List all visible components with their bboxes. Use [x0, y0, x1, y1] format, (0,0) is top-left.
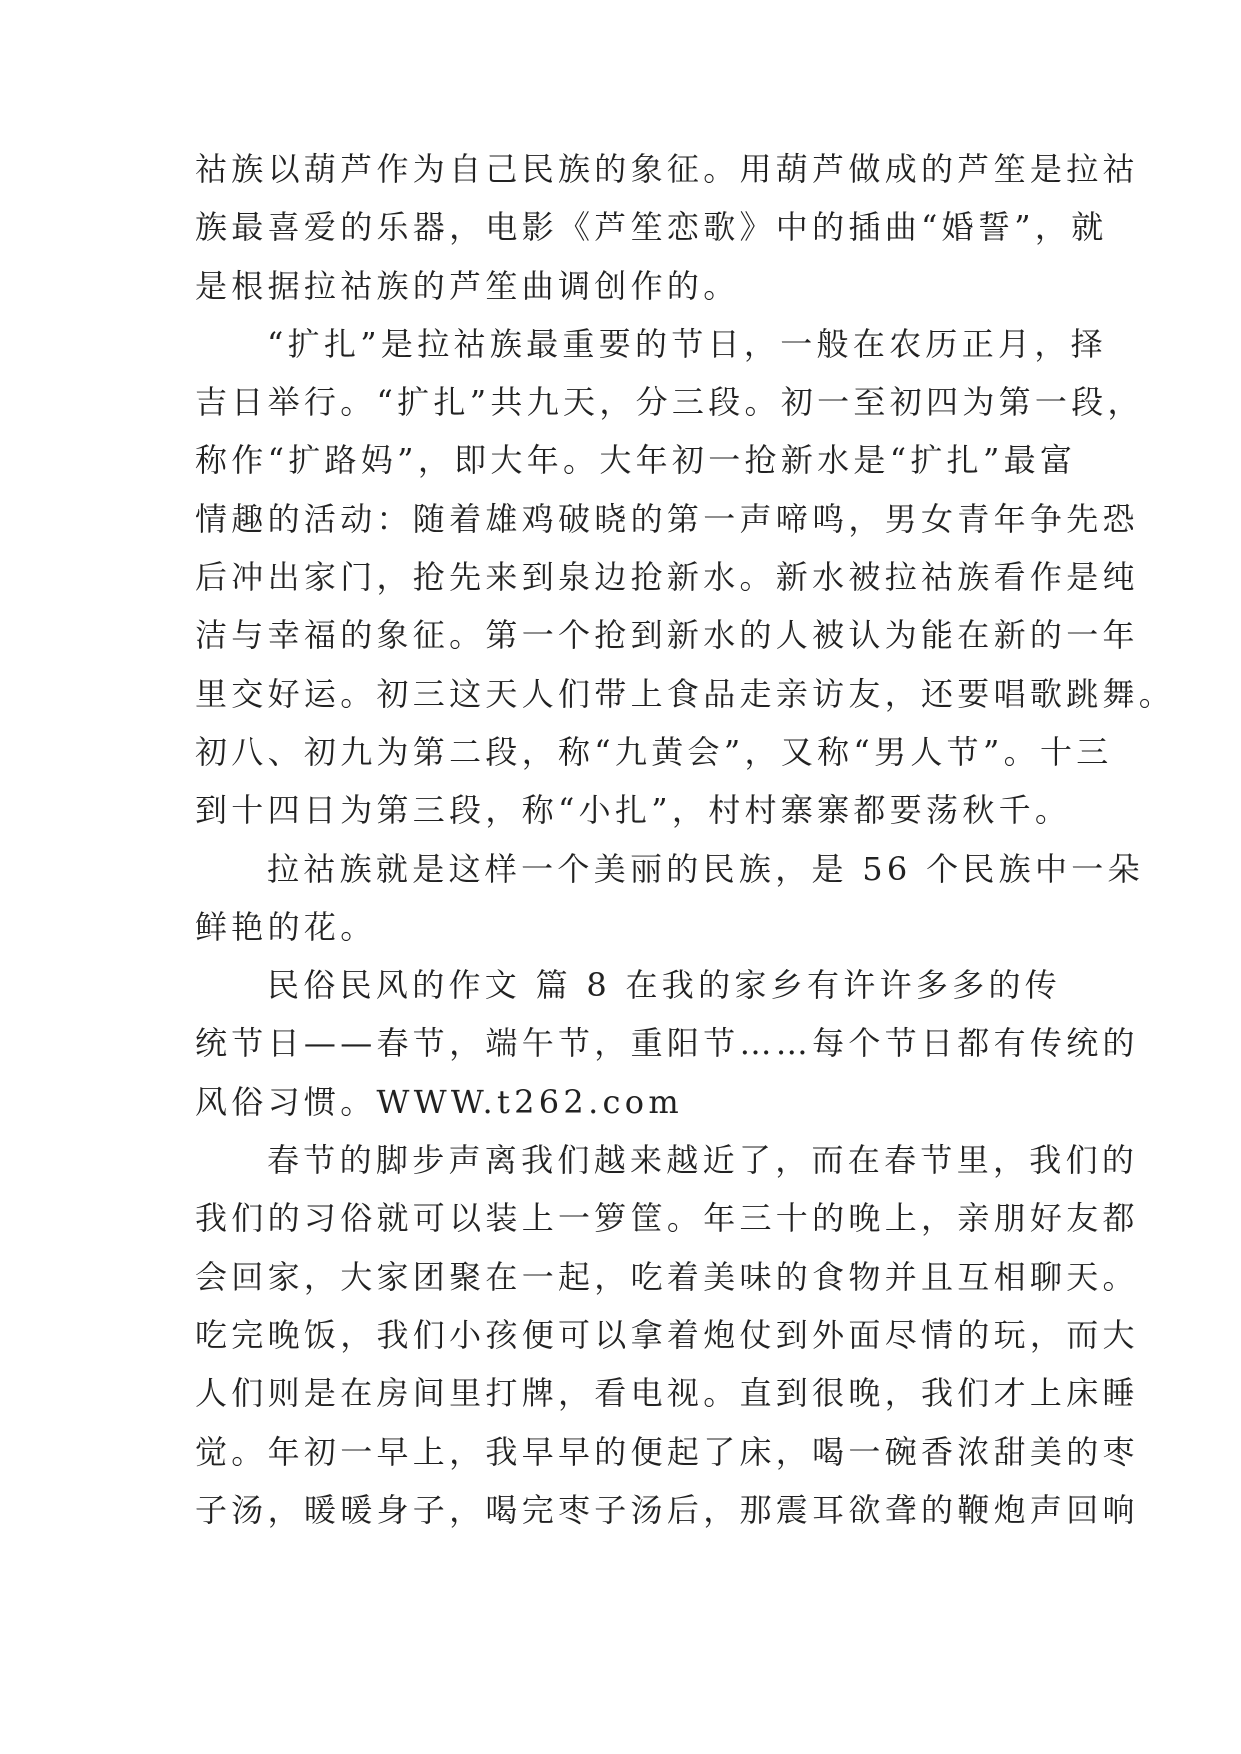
text-line: 到十四日为第三段，称“小扎”，村村寨寨都要荡秋千。 [195, 791, 1072, 830]
text-line: 洁与幸福的象征。第一个抢到新水的人被认为能在新的一年 [195, 616, 1139, 655]
text-line: 族最喜爱的乐器，电影《芦笙恋歌》中的插曲“婚誓”，就 [195, 208, 1108, 247]
text-line: 统节日——春节，端午节，重阳节……每个节日都有传统的 [195, 1024, 1139, 1063]
text-line: 称作“扩路妈”，即大年。大年初一抢新水是“扩扎”最富 [195, 441, 1077, 480]
text-line: 会回家，大家团聚在一起，吃着美味的食物并且互相聊天。 [195, 1257, 1139, 1296]
text-line: 鲜艳的花。 [195, 907, 377, 946]
text-line: 人们则是在房间里打牌，看电视。直到很晚，我们才上床睡 [195, 1374, 1139, 1413]
text-line: 觉。年初一早上，我早早的便起了床，喝一碗香浓甜美的枣 [195, 1432, 1139, 1471]
text-line: 是根据拉祜族的芦笙曲调创作的。 [195, 266, 740, 305]
text-line: 情趣的活动：随着雄鸡破晓的第一声啼鸣，男女青年争先恐 [195, 499, 1139, 538]
text-line: 祜族以葫芦作为自己民族的象征。用葫芦做成的芦笙是拉祜 [195, 150, 1139, 188]
text-line: 风俗习惯。WWW.t262.com [195, 1082, 683, 1121]
text-line: 里交好运。初三这天人们带上食品走亲访友，还要唱歌跳舞。 [195, 674, 1176, 713]
text-line: 拉祜族就是这样一个美丽的民族，是 56 个民族中一朵 [267, 849, 1144, 888]
text-line: 春节的脚步声离我们越来越近了，而在春节里，我们的 [267, 1141, 1139, 1180]
text-line: 子汤，暖暖身子，喝完枣子汤后，那震耳欲聋的鞭炮声回响 [195, 1490, 1139, 1529]
document-body [195, 140, 1176, 1539]
text-line: “扩扎”是拉祜族最重要的节日，一般在农历正月，择 [267, 324, 1107, 363]
text-line: 初八、初九为第二段，称“九黄会”，又称“男人节”。十三 [195, 732, 1113, 771]
section-heading-line: 民俗民风的作文 篇 8 在我的家乡有许许多多的传 [267, 966, 1062, 1005]
text-line: 吃完晚饭，我们小孩便可以拿着炮仗到外面尽情的玩，而大 [195, 1315, 1139, 1354]
text-line: 后冲出家门，抢先来到泉边抢新水。新水被拉祜族看作是纯 [195, 558, 1139, 597]
text-line: 我们的习俗就可以装上一箩筐。年三十的晚上，亲朋好友都 [195, 1199, 1139, 1238]
text-line: 吉日举行。“扩扎”共九天，分三段。初一至初四为第一段， [195, 383, 1144, 422]
